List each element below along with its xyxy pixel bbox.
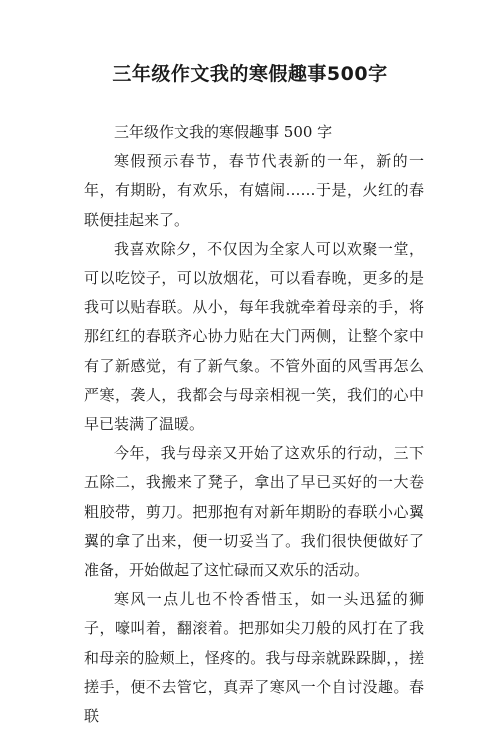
paragraph-subtitle: 三年级作文我的寒假趣事 500 字 [114,123,333,141]
paragraph: 寒假预示春节，春节代表新的一年，新的一年，有期盼，有欢乐，有嬉闹……于是，火红的春联便挂起来了。 [84,152,424,229]
document-title: 三年级作文我的寒假趣事500字 [112,63,388,85]
document-body [84,118,424,731]
paragraph: 今年，我与母亲又开始了这欢乐的行动，三下五除二，我搬来了凳子，拿出了早已买好的一大卷粗胶带，剪刀。把那抱有对新年期盼的春联小心翼翼的拿了出来，便一切妥当了。我们很快便做好了准备，开始做起了这忙碌而又欢乐的活动。 [84,444,424,580]
paragraph: 寒风一点儿也不怜香惜玉，如一头迅猛的狮子，嚎叫着，翻滚着。把那如尖刀般的风打在了我和母亲的脸颊上，怪疼的。我与母亲就跺跺脚，，搓搓手，便不去管它，真弄了寒风一个自讨没趣。春联 [84,590,424,726]
paragraph: 我喜欢除夕，不仅因为全家人可以欢聚一堂，可以吃饺子，可以放烟花，可以看春晚，更多的是我可以贴春联。从小，每年我就牵着母亲的手，将那红红的春联齐心协力贴在大门两侧，让整个家中有了新感觉，有了新气象。不管外面的风雪再怎么严寒，袭人，我都会与母亲相视一笑，我们的心中早已装满了温暖。 [84,239,424,434]
